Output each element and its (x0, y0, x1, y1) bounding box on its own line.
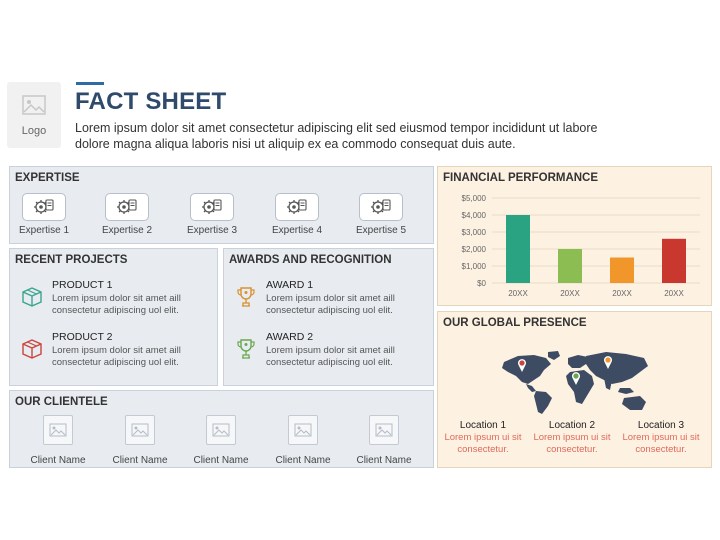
awards-panel (223, 248, 434, 386)
location-item (440, 420, 526, 456)
logo-label: Logo (21, 125, 47, 137)
client-logo-placeholder (369, 415, 399, 445)
gear-badge-icon (33, 197, 55, 217)
trophy-icon (234, 285, 258, 309)
image-icon (375, 423, 393, 437)
expertise-title: EXPERTISE (15, 172, 80, 184)
award-description: Lorem ipsum dolor sit amet aill consectetur adipiscing uol elit. (266, 345, 395, 368)
box-icon (20, 285, 44, 309)
expertise-item (346, 193, 416, 236)
bar (506, 215, 530, 283)
clientele-panel (9, 390, 434, 468)
client-name: Client Name (193, 455, 249, 466)
expertise-label: Expertise 5 (355, 225, 407, 236)
x-tick-label: 20XX (612, 289, 632, 298)
location-title: Location 1 (459, 420, 507, 431)
bar (558, 249, 582, 283)
financial-bar-chart (440, 189, 710, 304)
expertise-item (92, 193, 162, 236)
image-icon (131, 423, 149, 437)
project-title: PRODUCT 2 (52, 331, 113, 343)
client-name: Client Name (356, 455, 412, 466)
y-tick-label: $2,000 (461, 245, 486, 254)
location-title: Location 3 (637, 420, 685, 431)
y-tick-label: $5,000 (461, 194, 486, 203)
client-item (100, 415, 180, 466)
y-tick-label: $1,000 (461, 262, 486, 271)
x-tick-label: 20XX (664, 289, 684, 298)
trophy-icon (234, 337, 258, 361)
page-title: FACT SHEET (75, 88, 227, 115)
location-item (529, 420, 615, 456)
bar (610, 258, 634, 284)
expertise-label: Expertise 4 (271, 225, 323, 236)
expertise-label: Expertise 3 (186, 225, 238, 236)
image-icon (49, 423, 67, 437)
award-title: AWARD 1 (266, 279, 314, 291)
clientele-title: OUR CLIENTELE (15, 396, 108, 408)
expertise-panel (9, 166, 434, 244)
location-description: Lorem ipsum ui sit consectetur. (622, 432, 700, 455)
image-icon (21, 92, 47, 118)
awards-title: AWARDS AND RECOGNITION (229, 254, 392, 266)
image-icon (294, 423, 312, 437)
x-tick-label: 20XX (560, 289, 580, 298)
world-map (496, 348, 656, 418)
expertise-item (177, 193, 247, 236)
award-description: Lorem ipsum dolor sit amet aill consectetur adipiscing uol elit. (266, 293, 395, 316)
projects-panel (9, 248, 218, 386)
project-description: Lorem ipsum dolor sit amet aill consectetur adipiscing uol elit. (52, 293, 181, 316)
presence-panel (437, 311, 712, 468)
presence-title: OUR GLOBAL PRESENCE (443, 317, 587, 329)
expertise-icon-box (275, 193, 319, 221)
client-name: Client Name (275, 455, 331, 466)
logo-placeholder (7, 82, 61, 148)
financial-panel (437, 166, 712, 306)
location-description: Lorem ipsum ui sit consectetur. (533, 432, 611, 455)
expertise-item (9, 193, 79, 236)
expertise-item (262, 193, 332, 236)
y-tick-label: $4,000 (461, 211, 486, 220)
image-icon (212, 423, 230, 437)
client-item (263, 415, 343, 466)
expertise-icon-box (22, 193, 66, 221)
expertise-icon-box (359, 193, 403, 221)
x-tick-label: 20XX (508, 289, 528, 298)
location-title: Location 2 (548, 420, 596, 431)
expertise-icon-box (105, 193, 149, 221)
financial-title: FINANCIAL PERFORMANCE (443, 172, 599, 184)
gear-badge-icon (286, 197, 308, 217)
client-logo-placeholder (288, 415, 318, 445)
client-name: Client Name (112, 455, 168, 466)
y-tick-label: $0 (477, 279, 486, 288)
client-item (344, 415, 424, 466)
client-logo-placeholder (43, 415, 73, 445)
expertise-icon-box (190, 193, 234, 221)
box-icon (20, 337, 44, 361)
bar (662, 239, 686, 283)
y-tick-label: $3,000 (461, 228, 486, 237)
award-title: AWARD 2 (266, 331, 314, 343)
projects-title: RECENT PROJECTS (15, 254, 128, 266)
expertise-label: Expertise 2 (101, 225, 153, 236)
client-item (181, 415, 261, 466)
title-accent-bar (76, 82, 104, 85)
expertise-label: Expertise 1 (18, 225, 70, 236)
location-description: Lorem ipsum ui sit consectetur. (444, 432, 522, 455)
client-logo-placeholder (125, 415, 155, 445)
location-item (618, 420, 704, 456)
client-logo-placeholder (206, 415, 236, 445)
project-title: PRODUCT 1 (52, 279, 113, 291)
client-name: Client Name (30, 455, 86, 466)
gear-badge-icon (116, 197, 138, 217)
gear-badge-icon (370, 197, 392, 217)
gear-badge-icon (201, 197, 223, 217)
page-subtitle: Lorem ipsum dolor sit amet consectetur adipiscing elit sed eiusmod tempor incididunt ut labore dolore magna aliqua laboris nisi ut aliquip ex ea commodo consequat duis aute. (75, 121, 598, 151)
project-description: Lorem ipsum dolor sit amet aill consectetur adipiscing uol elit. (52, 345, 181, 368)
client-item (18, 415, 98, 466)
